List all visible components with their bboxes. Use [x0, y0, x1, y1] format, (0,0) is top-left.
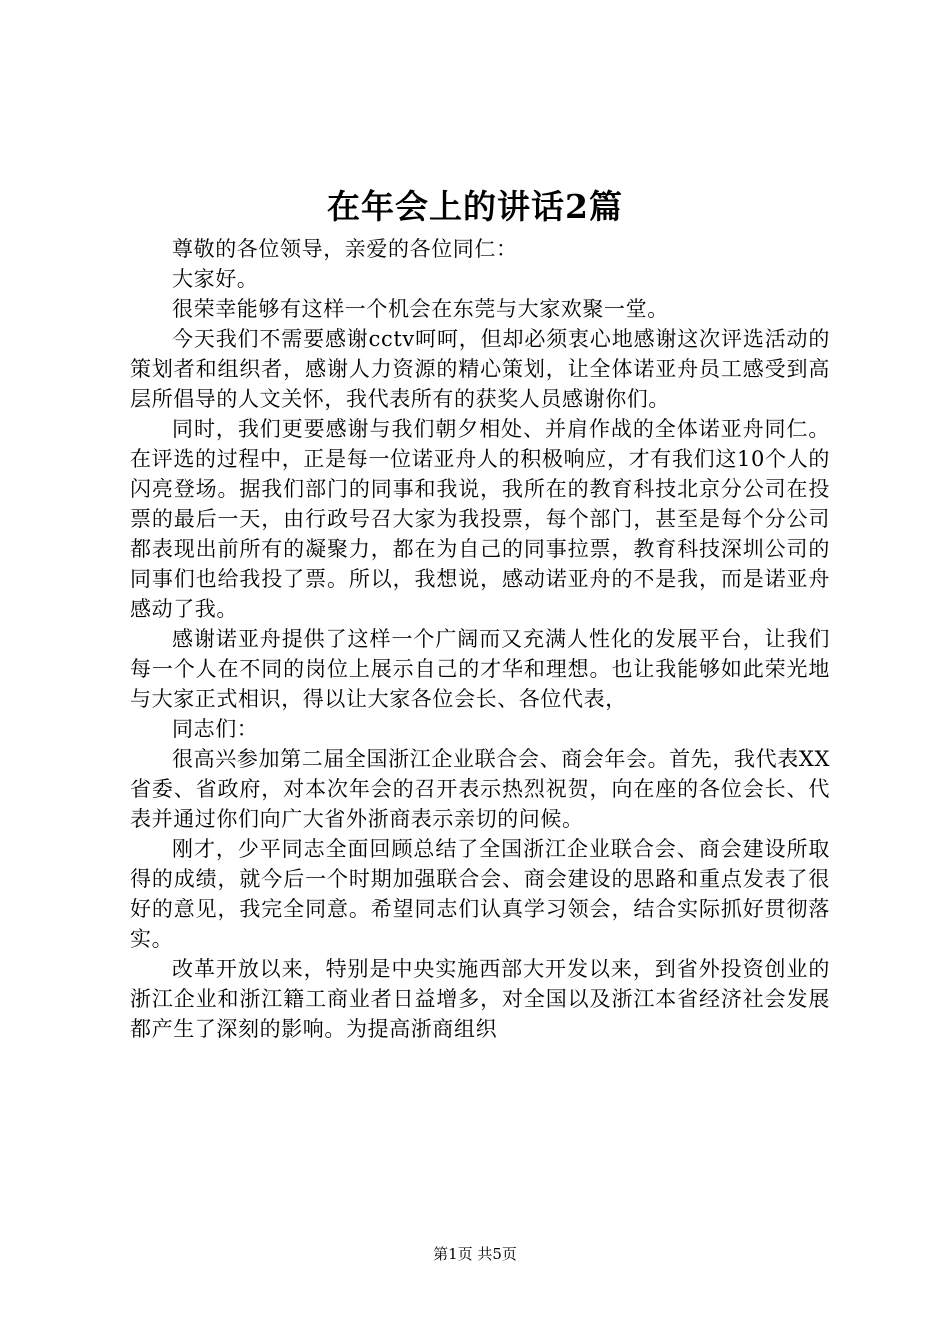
paragraph: 很高兴参加第二届全国浙江企业联合会、商会年会。首先，我代表XX省委、省政府，对本次年会的召开表示热烈祝贺，向在座的各位会长、代表并通过你们向广大省外浙商表示亲切的问候。 [130, 747, 830, 831]
paragraph: 大家好。 [172, 267, 259, 291]
paragraph: 同时，我们更要感谢与我们朝夕相处、并肩作战的全体诺亚舟同仁。在评选的过程中，正是每一位诺亚舟人的积极响应，才有我们这10个人的闪亮登场。据我们部门的同事和我说，我所在的教育科技北京分公司在投票的最后一天，由行政号召大家为我投票，每个部门，甚至是每个分公司都表现出前所有的凝聚力，都在为自己的同事拉票，教育科技深圳公司的同事们也给我投了票。所以，我想说，感动诺亚舟的不是我，而是诺亚舟感动了我。 [130, 417, 830, 621]
paragraph: 改革开放以来，特别是中央实施西部大开发以来，到省外投资创业的浙江企业和浙江籍工商业者日益增多，对全国以及浙江本省经济社会发展都产生了深刻的影响。为提高浙商组织 [130, 957, 830, 1041]
paragraph: 尊敬的各位领导，亲爱的各位同仁： [172, 237, 518, 261]
paragraph: 刚才，少平同志全面回顾总结了全国浙江企业联合会、商会建设所取得的成绩，就今后一个时期加强联合会、商会建设的思路和重点发表了很好的意见，我完全同意。希望同志们认真学习领会，结合实际抓好贯彻落实。 [130, 837, 830, 951]
document-title: 在年会上的讲话2篇 [327, 187, 623, 226]
page-number-footer: 第1页 共5页 [433, 1245, 517, 1263]
paragraph: 很荣幸能够有这样一个机会在东莞与大家欢聚一堂。 [172, 297, 669, 321]
paragraph: 今天我们不需要感谢cctv呵呵，但却必须衷心地感谢这次评选活动的策划者和组织者，感谢人力资源的精心策划，让全体诺亚舟员工感受到高层所倡导的人文关怀，我代表所有的获奖人员感谢你们。 [130, 327, 830, 411]
document-body [130, 234, 830, 1044]
paragraph: 感谢诺亚舟提供了这样一个广阔而又充满人性化的发展平台，让我们每一个人在不同的岗位上展示自己的才华和理想。也让我能够如此荣光地与大家正式相识，得以让大家各位会长、各位代表， [130, 627, 830, 711]
paragraph: 同志们： [172, 717, 259, 741]
